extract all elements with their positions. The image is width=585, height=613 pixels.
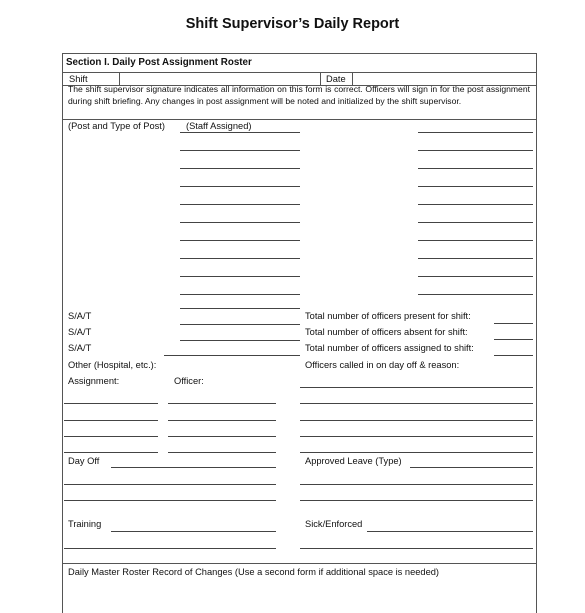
training-label: Training [68,519,102,529]
right-roster-line[interactable] [418,222,533,223]
date-label: Date [326,74,346,84]
assignment-line[interactable] [64,452,158,453]
right-roster-line[interactable] [418,294,533,295]
sick-line[interactable] [300,548,533,549]
sat-label: S/A/T [68,343,92,353]
called-in-line[interactable] [300,452,533,453]
assignment-line[interactable] [64,420,158,421]
training-line[interactable] [64,548,276,549]
instructions-divider [62,119,536,120]
staff-line[interactable] [180,132,300,133]
approved-leave-line[interactable] [300,500,533,501]
right-roster-line[interactable] [418,204,533,205]
other-label: Other (Hospital, etc.): [68,360,157,370]
day-off-label: Day Off [68,456,100,466]
called-in-line[interactable] [300,436,533,437]
shift-label: Shift [69,74,88,84]
staff-line[interactable] [180,204,300,205]
officer-line[interactable] [168,452,276,453]
staff-line[interactable] [180,150,300,151]
other-field[interactable] [164,355,300,356]
sat-label: S/A/T [68,327,92,337]
called-in-line[interactable] [300,387,533,388]
staff-line[interactable] [180,308,300,309]
right-roster-line[interactable] [418,150,533,151]
staff-line[interactable] [180,186,300,187]
staff-line[interactable] [180,258,300,259]
approved-leave-line[interactable] [300,484,533,485]
training-field[interactable] [111,531,276,532]
sat-label: S/A/T [68,311,92,321]
master-roster-label: Daily Master Roster Record of Changes (Use a second form if additional space is needed) [68,567,440,577]
staff-line[interactable] [180,324,300,325]
section-divider [62,72,536,73]
right-roster-line[interactable] [418,186,533,187]
staff-line[interactable] [180,294,300,295]
approved-leave-label: Approved Leave (Type) [305,456,402,466]
right-roster-line[interactable] [418,276,533,277]
staff-line[interactable] [180,168,300,169]
master-roster-divider [62,563,536,564]
assignment-label: Assignment: [68,376,120,386]
right-roster-line[interactable] [418,258,533,259]
day-off-field[interactable] [111,467,276,468]
page-title: Shift Supervisor’s Daily Report [185,16,400,32]
right-roster-line[interactable] [418,168,533,169]
total-present-field[interactable] [494,323,533,324]
day-off-line[interactable] [64,484,276,485]
right-roster-line[interactable] [418,132,533,133]
staff-line[interactable] [180,240,300,241]
called-in-label: Officers called in on day off & reason: [305,360,460,370]
staff-line[interactable] [180,222,300,223]
sick-field[interactable] [367,531,533,532]
post-column-header: (Post and Type of Post) [68,121,165,131]
right-roster-line[interactable] [418,240,533,241]
officer-line[interactable] [168,420,276,421]
officer-label: Officer: [174,376,204,386]
called-in-line[interactable] [300,403,533,404]
day-off-line[interactable] [64,500,276,501]
staff-line[interactable] [180,276,300,277]
sick-label: Sick/Enforced [305,519,363,529]
staff-line[interactable] [180,340,300,341]
total-absent-label: Total number of officers absent for shift: [305,327,468,337]
officer-line[interactable] [168,403,276,404]
instructions-text: The shift supervisor signature indicates all information on this form is correct. Officers will sign in for the post assignment during shift briefing. Any changes in post assignment will be noted and initialized by the shift supervisor. [68,84,530,106]
assignment-line[interactable] [64,436,158,437]
total-assigned-label: Total number of officers assigned to shift: [305,343,474,353]
called-in-line[interactable] [300,420,533,421]
staff-column-header: (Staff Assigned) [186,121,252,131]
form-top-border [62,53,536,54]
officer-line[interactable] [168,436,276,437]
approved-leave-field[interactable] [410,467,533,468]
total-assigned-field[interactable] [494,355,533,356]
assignment-line[interactable] [64,403,158,404]
section-heading: Section I. Daily Post Assignment Roster [66,57,252,68]
total-present-label: Total number of officers present for shift: [305,311,471,321]
total-absent-field[interactable] [494,339,533,340]
